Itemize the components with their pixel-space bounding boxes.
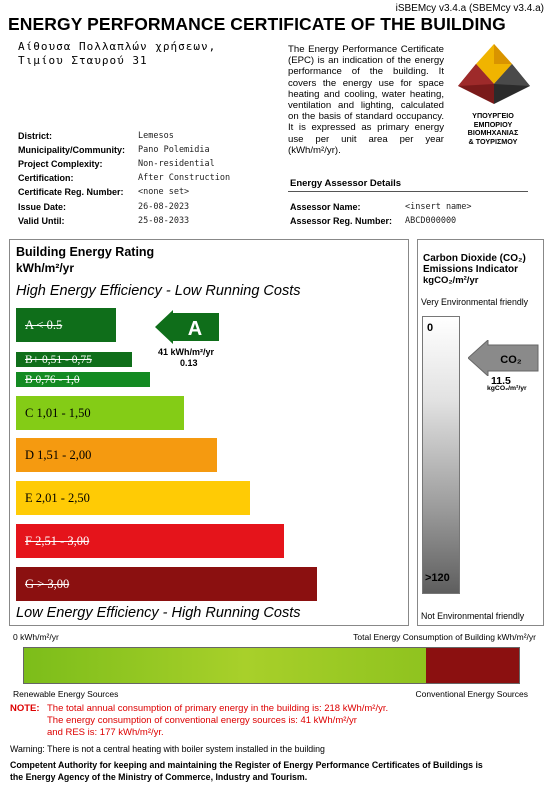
ministry-line: & ΤΟΥΡΙΣΜΟΥ — [468, 136, 518, 146]
software-version: iSBEMcy v3.4.a (SBEMcy v3.4.a) — [395, 3, 544, 14]
building-name: Αίθουσα Πολλαπλών χρήσεων, — [18, 40, 217, 53]
info-value: Non-residential — [138, 159, 215, 169]
authority-text: Competent Authority for keeping and maintaining the Register of Energy Performance Certificates of Buildings is — [10, 760, 483, 770]
co2-not-friendly-label: Not Environmental friendly — [421, 611, 525, 621]
info-value: After Construction — [138, 173, 231, 183]
info-label: Project Complexity: — [18, 159, 103, 169]
band-label: A < 0.5 — [25, 317, 63, 332]
co2-title: Carbon Dioxide (CO₂) — [423, 253, 526, 264]
current-rating-value: 41 kWh/m²/yr — [158, 347, 215, 357]
rating-band-d — [16, 438, 217, 472]
band-label: B 0,76 - 1,0 — [25, 373, 80, 386]
low-efficiency-label: Low Energy Efficiency - High Running Costs — [16, 605, 301, 621]
info-value: 26-08-2023 — [138, 202, 190, 212]
band-label: B+ 0,51 - 0,75 — [25, 353, 92, 366]
rating-unit: kWh/m²/yr — [16, 261, 75, 275]
building-address: Τιμίου Σταυρού 31 — [18, 54, 148, 67]
conventional-segment — [426, 648, 519, 683]
authority-text: the Energy Agency of the Ministry of Commerce, Industry and Tourism. — [10, 772, 308, 782]
assessor-reg-label: Assessor Reg. Number: — [290, 216, 393, 226]
co2-subtitle: Emissions Indicator — [423, 264, 519, 275]
info-certificate-reg-number — [18, 187, 288, 199]
info-value: Pano Polemidia — [138, 145, 210, 155]
rating-band-f — [16, 524, 284, 558]
co2-indicator-arrow — [468, 340, 540, 376]
ministry-name — [448, 112, 538, 146]
info-value: <none set> — [138, 187, 190, 197]
band-label: F 2,51 - 3,00 — [25, 533, 90, 548]
rating-band-e — [16, 481, 250, 515]
consumption-scale-min: 0 kWh/m²/yr — [13, 632, 59, 642]
page-title: ENERGY PERFORMANCE CERTIFICATE OF THE BUILDING — [8, 14, 506, 34]
info-district — [18, 131, 288, 143]
renewable-segment — [24, 648, 426, 683]
rating-band-b-plus — [16, 352, 132, 367]
band-label: G > 3,00 — [25, 576, 70, 591]
energy-source-bar — [23, 647, 520, 684]
rating-band-c — [16, 396, 184, 430]
ministry-line: ΥΠΟΥΡΓΕΙΟ — [472, 111, 514, 120]
co2-scale-bar — [422, 316, 460, 594]
info-label: Valid Until: — [18, 216, 65, 226]
co2-arrow-label: CO₂ — [500, 354, 522, 366]
epc-intro-text: The Energy Performance Certificate (EPC) is an indication of the energy performance of the building. It covers the energy use for space heating and cooling, water heating, ventilation and lighting, calculated on the basis of standard occupancy. It is expressed as primary energy use per unit area per year (kWh/m²/yr). — [288, 44, 444, 156]
divider — [288, 191, 528, 192]
ministry-line: ΒΙΟΜΗΧΑΝΙΑΣ — [467, 128, 519, 138]
info-project-complexity — [18, 159, 288, 171]
band-label: D 1,51 - 2,00 — [25, 447, 92, 462]
note-line: and RES is: 177 kWh/m²/yr. — [47, 727, 164, 738]
assessor-heading: Energy Assessor Details — [290, 178, 402, 189]
note-label: NOTE: — [10, 703, 40, 714]
co2-scale-max: >120 — [425, 572, 450, 584]
band-label: E 2,01 - 2,50 — [25, 490, 90, 505]
rating-band-g — [16, 567, 317, 601]
note-line: The total annual consumption of primary energy in the building is: 218 kWh/m²/yr. — [47, 703, 389, 714]
info-valid-until — [18, 216, 288, 228]
co2-unit: kgCO₂/m²/yr — [423, 275, 479, 286]
current-rating-arrow — [155, 310, 219, 344]
assessor-name-value: <insert name> — [405, 202, 472, 212]
note-line: The energy consumption of conventional energy sources is: 41 kWh/m²/yr — [47, 715, 357, 726]
info-label: Certificate Reg. Number: — [18, 187, 124, 197]
info-value: 25-08-2033 — [138, 216, 190, 226]
co2-scale-min: 0 — [427, 322, 434, 334]
info-label: Certification: — [18, 173, 74, 183]
rating-title: Building Energy Rating — [16, 245, 155, 259]
band-label: C 1,01 - 1,50 — [25, 405, 91, 420]
assessor-name-label: Assessor Name: — [290, 202, 361, 212]
assessor-reg-value: ABCD000000 — [405, 216, 457, 226]
renewable-label: Renewable Energy Sources — [13, 689, 119, 699]
current-rating-grade: A — [187, 318, 203, 340]
info-value: Lemesos — [138, 131, 174, 141]
info-issue-date — [18, 202, 288, 214]
info-certification — [18, 173, 288, 185]
co2-value: 11.5 — [491, 375, 511, 387]
ministry-logo — [454, 42, 534, 110]
rating-band-a — [16, 308, 116, 342]
co2-value-unit: kgCO₂/m²/yr — [487, 385, 527, 392]
consumption-scale-title: Total Energy Consumption of Building kWh/m²/yr — [353, 632, 536, 642]
info-label: District: — [18, 131, 53, 141]
ministry-line: ΕΜΠΟΡΙΟΥ — [473, 119, 513, 129]
info-municipality — [18, 145, 288, 157]
rating-band-b — [16, 372, 150, 387]
warning-text: Warning: There is not a central heating with boiler system installed in the building — [10, 744, 325, 754]
co2-friendly-label: Very Environmental friendly — [421, 297, 529, 307]
current-rating-ratio: 0.13 — [180, 358, 198, 368]
info-label: Municipality/Community: — [18, 145, 126, 155]
info-label: Issue Date: — [18, 202, 67, 212]
conventional-label: Conventional Energy Sources — [415, 689, 528, 699]
high-efficiency-label: High Energy Efficiency - Low Running Costs — [16, 283, 301, 299]
